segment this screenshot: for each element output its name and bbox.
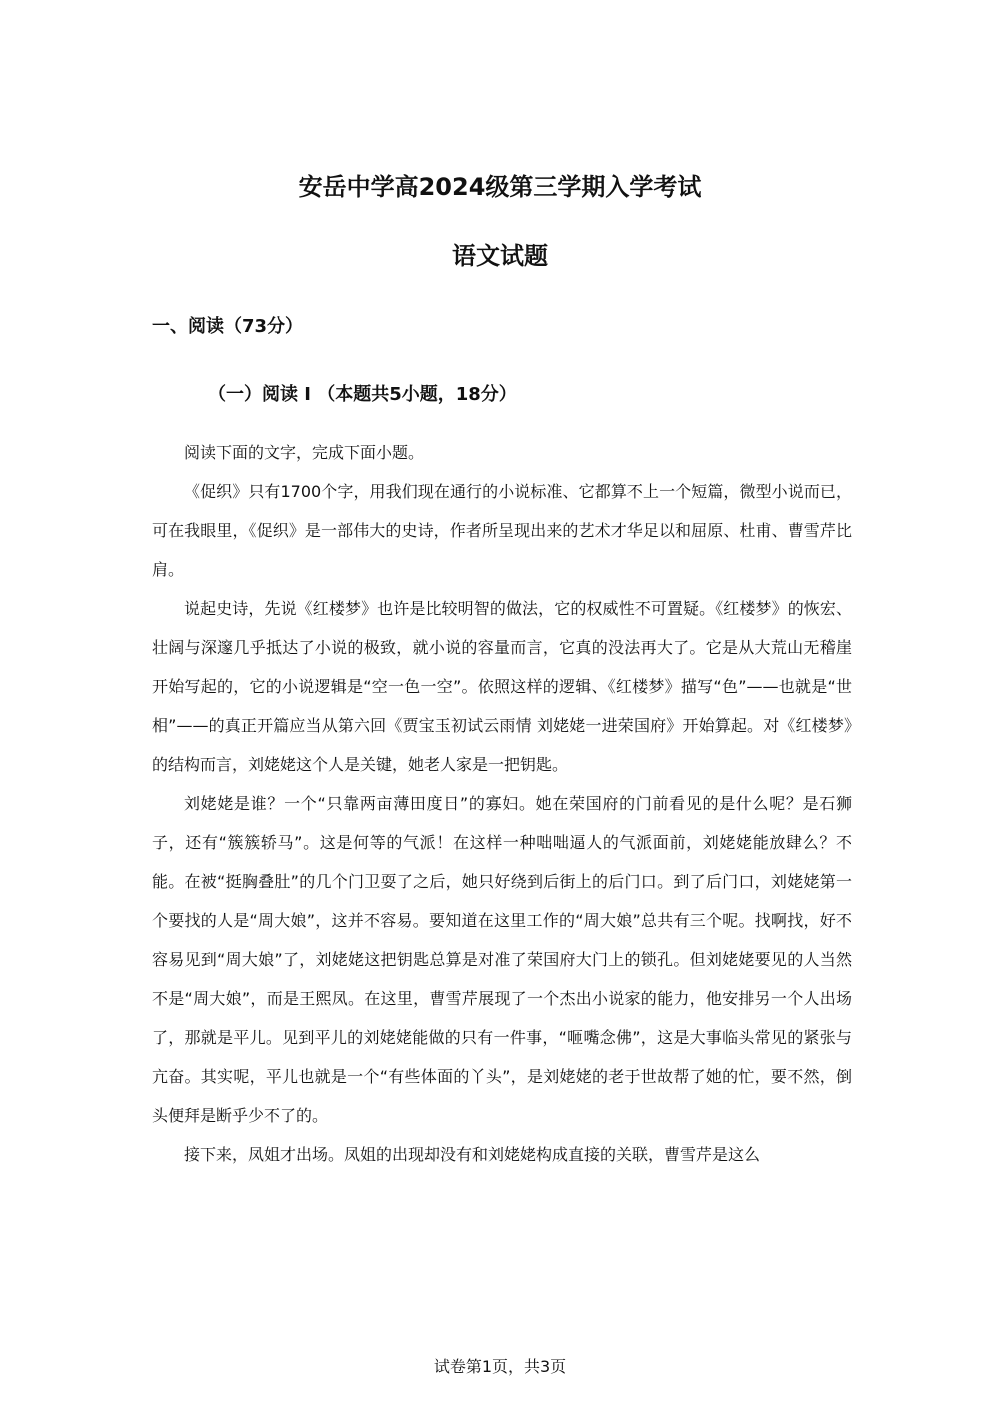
exam-subtitle: 语文试题	[452, 242, 548, 270]
section-heading: 一、阅读（73分）	[152, 316, 304, 337]
passage-paragraph-1: 《促织》只有1700个字，用我们现在通行的小说标准、它都算不上一个短篇，微型小说而已，可在我眼里，《促织》是一部伟大的史诗，作者所呈现出来的艺术才华足以和屈原、杜甫、曹雪芹比肩。	[152, 482, 852, 579]
passage-paragraph-4: 接下来，凤姐才出场。凤姐的出现却没有和刘姥姥构成直接的关联，曹雪芹是这么	[184, 1145, 761, 1164]
passage-paragraph-2: 说起史诗，先说《红楼梦》也许是比较明智的做法，它的权威性不可置疑。《红楼梦》的恢宏、壮阔与深邃几乎抵达了小说的极致，就小说的容量而言，它真的没法再大了。它是从大荒山无稽崖开始写起的，它的小说逻辑是“空一色一空”。依照这样的逻辑、《红楼梦》描写“色”——也就是“世相”——的真正开篇应当从第六回《贾宝玉初试云雨情 刘姥姥一进荣国府》开始算起。对《红楼梦》的结构而言，刘姥姥这个人是关键，她老人家是一把钥匙。	[152, 599, 852, 774]
reading-passage	[152, 433, 852, 1174]
exam-title: 安岳中学高2024级第三学期入学考试	[298, 173, 702, 201]
subsection-heading: （一）阅读 I （本题共5小题，18分）	[208, 384, 517, 405]
page-footer: 试卷第1页，共3页	[433, 1357, 567, 1376]
instruction-paragraph: 阅读下面的文字，完成下面小题。	[184, 443, 425, 462]
passage-paragraph-3: 刘姥姥是谁？一个“只靠两亩薄田度日”的寡妇。她在荣国府的门前看见的是什么呢？是石狮子，还有“簇簇轿马”。这是何等的气派！在这样一种咄咄逼人的气派面前，刘姥姥能放肆么？不能。在被“挺胸叠肚”的几个门卫耍了之后，她只好绕到后街上的后门口。到了后门口，刘姥姥第一个要找的人是“周大娘”，这并不容易。要知道在这里工作的“周大娘”总共有三个呢。找啊找，好不容易见到“周大娘”了，刘姥姥这把钥匙总算是对准了荣国府大门上的锁孔。但刘姥姥要见的人当然不是“周大娘”，而是王熙凤。在这里，曹雪芹展现了一个杰出小说家的能力，他安排另一个人出场了，那就是平儿。见到平儿的刘姥姥能做的只有一件事，“咂嘴念佛”，这是大事临头常见的紧张与亢奋。其实呢，平儿也就是一个“有些体面的丫头”，是刘姥姥的老于世故帮了她的忙，要不然，倒头便拜是断乎少不了的。	[152, 794, 852, 1125]
